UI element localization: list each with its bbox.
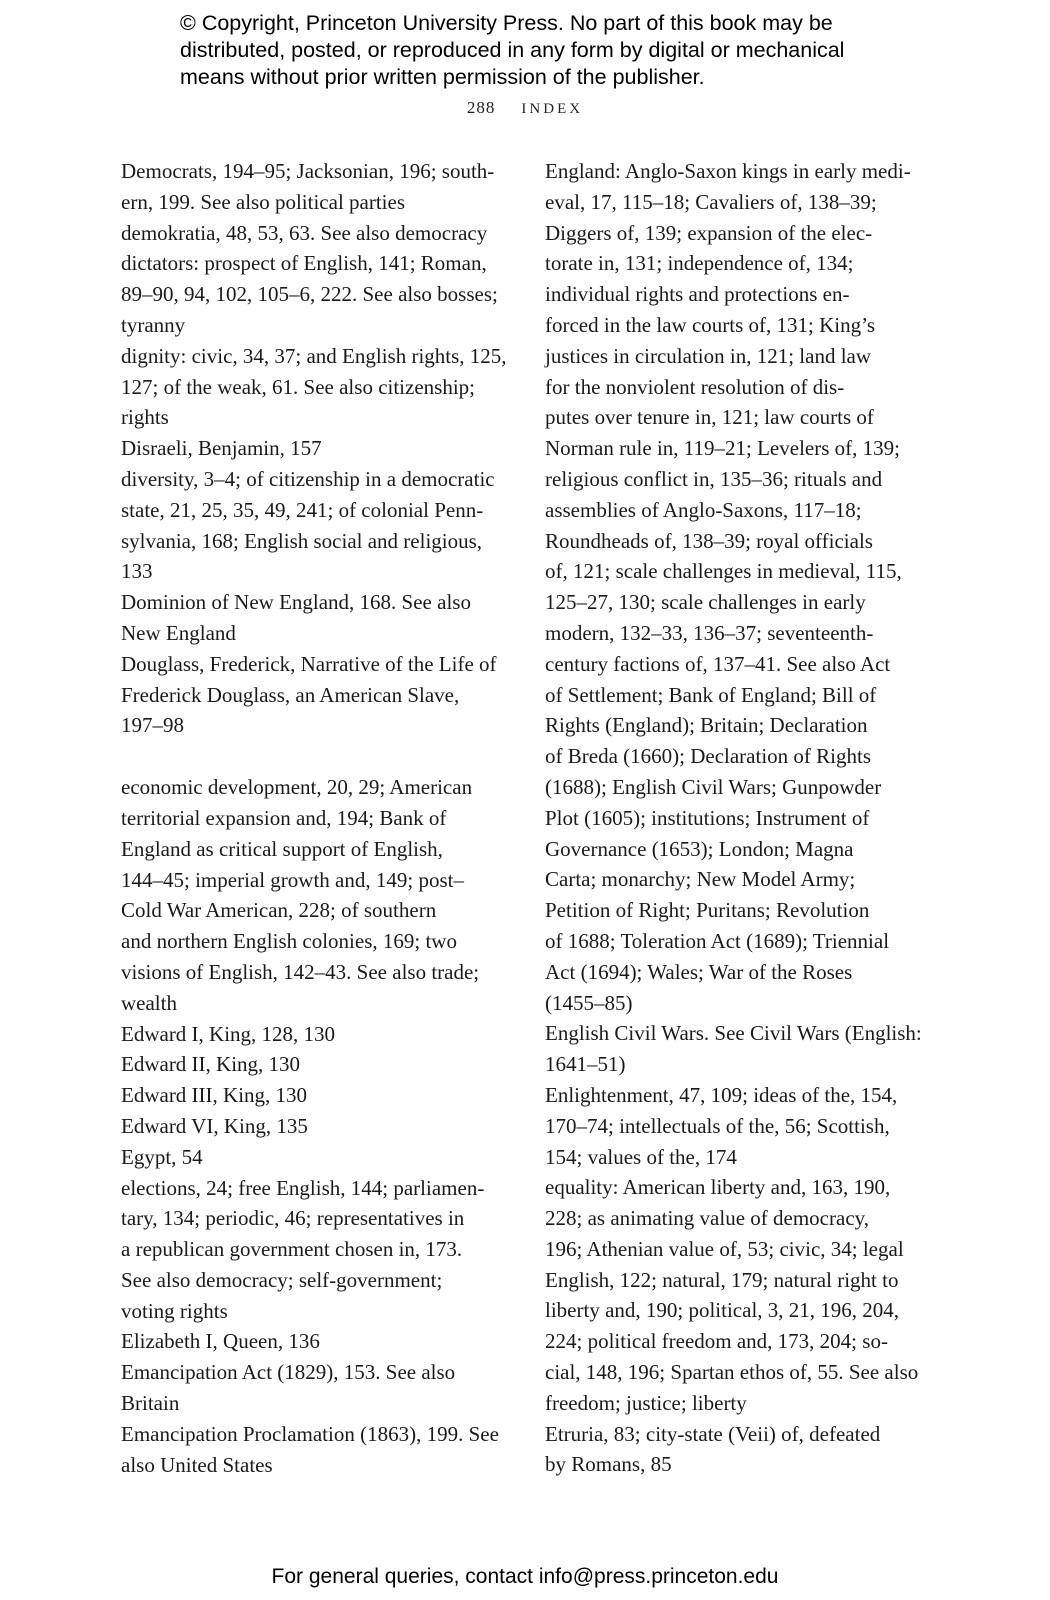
index-entry — [121, 464, 506, 587]
copyright-line: distributed, posted, or reproduced in any form by digital or mechanical — [180, 38, 845, 62]
index-entry-line: 144–45; imperial growth and, 149; post– — [121, 867, 464, 892]
index-entry-line: cial, 148, 196; Spartan ethos of, 55. See also — [545, 1360, 919, 1385]
index-entry-line: of, 121; scale challenges in medieval, 115, — [545, 559, 902, 584]
index-entry-line: century factions of, 137–41. See also Act — [545, 651, 891, 676]
index-entry-line: England: Anglo-Saxon kings in early medi- — [545, 159, 911, 183]
index-entry-line: freedom; justice; liberty — [545, 1390, 747, 1415]
copyright-line: means without prior written permission of the publisher. — [180, 65, 705, 89]
index-entry-line: Emancipation Act (1829), 153. See also — [121, 1360, 456, 1385]
index-entry-line: Roundheads of, 138–39; royal officials — [545, 528, 873, 553]
index-entry-line: Edward I, King, 128, 130 — [121, 1021, 336, 1046]
index-entry — [545, 1172, 935, 1418]
index-entry-line: of 1688; Toleration Act (1689); Triennial — [545, 928, 890, 953]
index-entry-line: Plot (1605); institutions; Instrument of — [545, 805, 870, 830]
index-column-left — [121, 156, 506, 1480]
index-entry-line: dignity: civic, 34, 37; and English rights, 125, — [121, 343, 507, 368]
index-entry-line: diversity, 3–4; of citizenship in a democratic — [121, 466, 495, 491]
index-entry-line: Rights (England); Britain; Declaration — [545, 713, 868, 738]
index-entry — [545, 1018, 935, 1080]
letter-gap — [121, 741, 506, 772]
index-entry-line: and northern English colonies, 169; two — [121, 929, 457, 954]
index-entry-line: voting rights — [121, 1298, 228, 1323]
index-entry-line: religious conflict in, 135–36; rituals and — [545, 466, 883, 491]
index-entry-line: 127; of the weak, 61. See also citizenship; — [121, 374, 475, 399]
index-entry-line: 1641–51) — [545, 1052, 626, 1077]
index-entry — [121, 1326, 506, 1357]
index-entry-line: Act (1694); Wales; War of the Roses — [545, 959, 853, 984]
index-entry-line: ern, 199. See also political parties — [121, 189, 406, 214]
running-head — [0, 98, 1050, 118]
index-entry-line: Frederick Douglass, an American Slave, — [121, 682, 460, 707]
index-entry-line: state, 21, 25, 35, 49, 241; of colonial Penn- — [121, 497, 484, 522]
index-entry — [121, 1049, 506, 1080]
index-entry-line: Edward II, King, 130 — [121, 1052, 301, 1077]
index-entry-line: Democrats, 194–95; Jacksonian, 196; south- — [121, 159, 495, 183]
index-entry-line: a republican government chosen in, 173. — [121, 1237, 463, 1262]
index-entry-line: wealth — [121, 990, 177, 1015]
index-entry-line: also United States — [121, 1452, 273, 1477]
index-entry — [121, 772, 506, 1018]
index-entry-line: Douglass, Frederick, Narrative of the Life of — [121, 651, 497, 676]
index-entry-line: Cold War American, 228; of southern — [121, 898, 437, 923]
index-entry-line: Petition of Right; Puritans; Revolution — [545, 898, 870, 923]
index-entry-line: 89–90, 94, 102, 105–6, 222. See also bosses; — [121, 282, 498, 307]
index-entry-line: torate in, 131; independence of, 134; — [545, 251, 854, 276]
index-entry-line: sylvania, 168; English social and religious, — [121, 528, 483, 553]
index-entry-line: Dominion of New England, 168. See also — [121, 590, 471, 615]
index-entry-line: equality: American liberty and, 163, 190, — [545, 1175, 891, 1200]
index-entry-line: modern, 132–33, 136–37; seventeenth- — [545, 620, 874, 645]
index-entry-line: demokratia, 48, 53, 63. See also democracy — [121, 220, 488, 245]
index-entry — [121, 248, 506, 340]
index-entry — [121, 1173, 506, 1327]
index-entry-line: for the nonviolent resolution of dis- — [545, 374, 845, 399]
index-entry-line: Etruria, 83; city-state (Veii) of, defeated — [545, 1421, 881, 1446]
copyright-notice — [180, 10, 940, 91]
index-entry — [121, 587, 506, 649]
index-entry-line: New England — [121, 620, 236, 645]
index-entry-line: Elizabeth I, Queen, 136 — [121, 1329, 320, 1354]
index-entry-line: tary, 134; periodic, 46; representatives in — [121, 1206, 465, 1231]
index-entry-line: English, 122; natural, 179; natural right to — [545, 1267, 899, 1292]
index-entry — [545, 156, 935, 1018]
index-entry-line: justices in circulation in, 121; land law — [545, 343, 872, 368]
index-entry-line: of Settlement; Bank of England; Bill of — [545, 682, 877, 707]
index-entry-line: Carta; monarchy; New Model Army; — [545, 867, 856, 892]
index-entry-line: 196; Athenian value of, 53; civic, 34; legal — [545, 1236, 904, 1261]
index-entry-line: English Civil Wars. See Civil Wars (English: — [545, 1021, 922, 1046]
index-entry — [121, 1080, 506, 1111]
index-entry-line: (1688); English Civil Wars; Gunpowder — [545, 774, 882, 799]
index-entry-line: Egypt, 54 — [121, 1144, 203, 1169]
index-entry-line: tyranny — [121, 312, 186, 337]
section-title: INDEX — [521, 101, 584, 117]
index-entry-line: 170–74; intellectuals of the, 56; Scottish, — [545, 1113, 890, 1138]
index-entry-line: territorial expansion and, 194; Bank of — [121, 805, 447, 830]
footer-contact: For general queries, contact info@press.princeton.edu — [271, 1565, 779, 1588]
index-entry-line: 133 — [121, 559, 153, 584]
index-entry-line: assemblies of Anglo-Saxons, 117–18; — [545, 497, 862, 522]
index-entry — [545, 1419, 935, 1481]
index-entry — [121, 1142, 506, 1173]
index-entry-line: Edward III, King, 130 — [121, 1083, 308, 1108]
index-entry-line: by Romans, 85 — [545, 1452, 672, 1477]
index-entry-line: Disraeli, Benjamin, 157 — [121, 436, 322, 461]
index-entry-line: economic development, 20, 29; American — [121, 775, 473, 800]
index-entry — [121, 1419, 506, 1481]
index-entry-line: individual rights and protections en- — [545, 282, 850, 307]
index-entry-line: Enlightenment, 47, 109; ideas of the, 154, — [545, 1082, 898, 1107]
index-entry-line: Norman rule in, 119–21; Levelers of, 139; — [545, 436, 900, 461]
index-entry-line: Britain — [121, 1391, 180, 1416]
index-entry-line: Diggers of, 139; expansion of the elec- — [545, 220, 873, 245]
index-entry-line: Edward VI, King, 135 — [121, 1113, 308, 1138]
index-entry-line: 197–98 — [121, 713, 184, 738]
index-entry — [121, 433, 506, 464]
index-entry-line: 228; as animating value of democracy, — [545, 1206, 870, 1231]
index-entry-line: 154; values of the, 174 — [545, 1144, 737, 1169]
index-entry-line: putes over tenure in, 121; law courts of — [545, 405, 874, 430]
index-entry-line: elections, 24; free English, 144; parliamen- — [121, 1175, 485, 1200]
index-entry — [121, 156, 506, 218]
index-entry-line: 224; political freedom and, 173, 204; so- — [545, 1329, 888, 1354]
index-entry-line: visions of English, 142–43. See also trade; — [121, 959, 480, 984]
copyright-line: © Copyright, Princeton University Press. No part of this book may be — [180, 11, 833, 35]
index-entry-line: liberty and, 190; political, 3, 21, 196, 204, — [545, 1298, 900, 1323]
index-entry-line: rights — [121, 405, 169, 430]
index-entry — [121, 1357, 506, 1419]
index-entry-line: Emancipation Proclamation (1863), 199. See — [121, 1421, 499, 1446]
page-number: 288 — [466, 98, 496, 117]
index-entry-line: forced in the law courts of, 131; King’s — [545, 312, 876, 337]
index-entry — [121, 341, 506, 433]
index-entry-line: England as critical support of English, — [121, 836, 443, 861]
index-entry — [121, 1111, 506, 1142]
index-entry-line: See also democracy; self-government; — [121, 1267, 443, 1292]
index-entry — [545, 1080, 935, 1172]
index-column-right — [545, 156, 935, 1480]
index-entry-line: 125–27, 130; scale challenges in early — [545, 590, 866, 615]
index-entry-line: (1455–85) — [545, 990, 633, 1015]
index-entry-line: Governance (1653); London; Magna — [545, 836, 854, 861]
index-entry — [121, 218, 506, 249]
index-entry — [121, 649, 506, 741]
index-entry-line: eval, 17, 115–18; Cavaliers of, 138–39; — [545, 189, 877, 214]
index-entry-line: dictators: prospect of English, 141; Roman, — [121, 251, 487, 276]
index-entry — [121, 1019, 506, 1050]
index-entry-line: of Breda (1660); Declaration of Rights — [545, 744, 871, 769]
